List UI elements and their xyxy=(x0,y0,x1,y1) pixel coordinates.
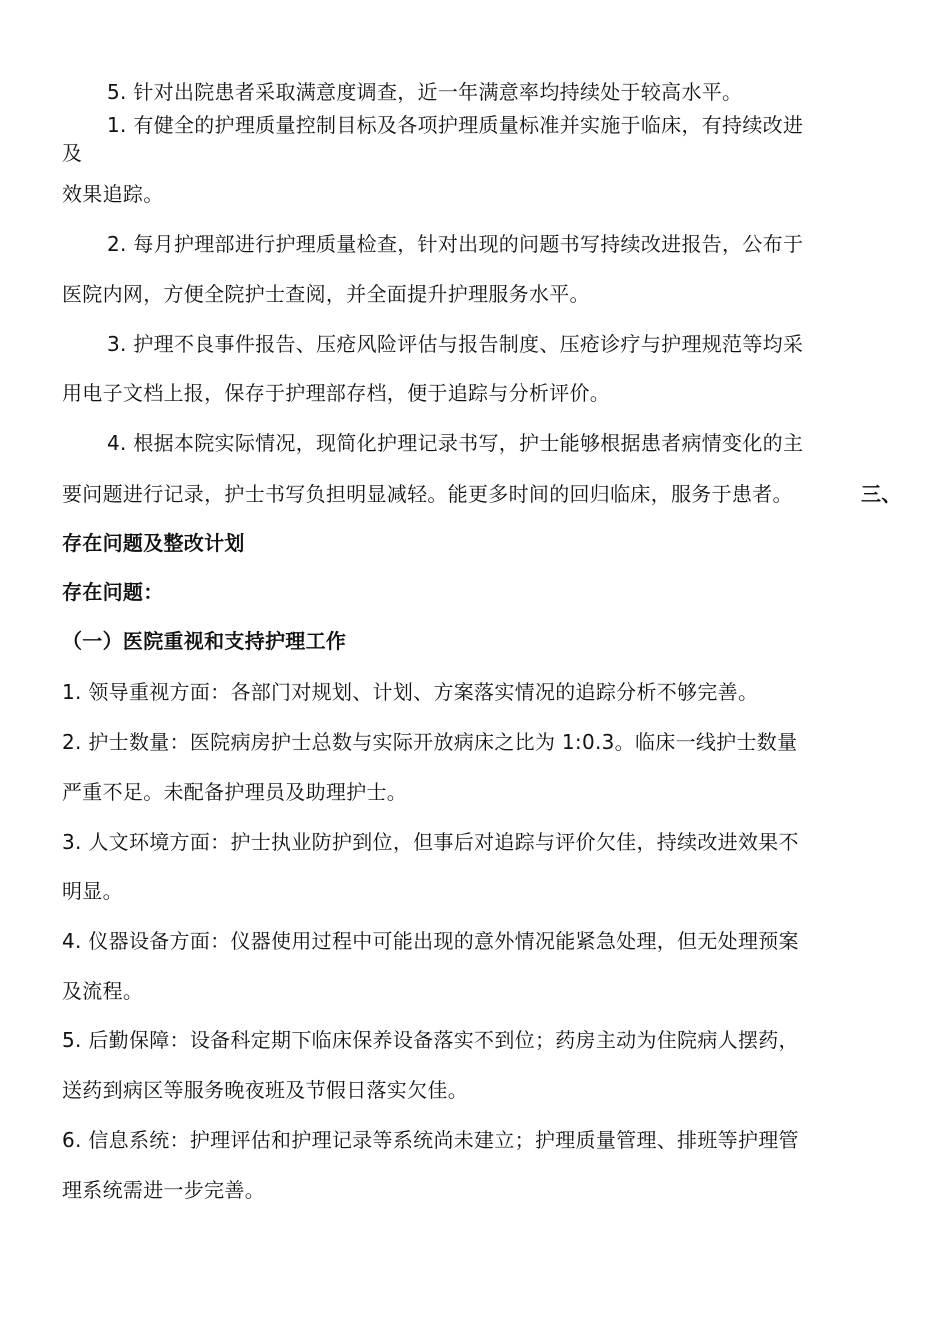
list-item-line: 严重不足。未配备护理员及助理护士。 xyxy=(62,780,408,804)
section-heading-number: 三、 xyxy=(861,482,902,506)
list-item-line: 2. 护士数量：医院病房护士总数与实际开放病床之比为 1:0.3。临床一线护士数量 xyxy=(62,730,798,754)
section-heading: 存在问题及整改计划 xyxy=(62,531,245,555)
paragraph-line: 用电子文档上报，保存于护理部存档，便于追踪与分析评价。 xyxy=(62,381,611,405)
paragraph-line: 效果追踪。 xyxy=(62,182,164,206)
paragraph-line: 要问题进行记录，护士书写负担明显减轻。能更多时间的回归临床，服务于患者。 xyxy=(62,482,793,506)
list-item-line: 4. 仪器设备方面：仪器使用过程中可能出现的意外情况能紧急处理，但无处理预案 xyxy=(62,929,799,953)
list-item-line: 及流程。 xyxy=(62,979,144,1003)
paragraph-line: 及 xyxy=(62,141,83,165)
paragraph-line: 1. 有健全的护理质量控制目标及各项护理质量标准并实施于临床，有持续改进 xyxy=(107,113,804,137)
list-item-line: 5. 后勤保障：设备科定期下临床保养设备落实不到位；药房主动为住院病人摆药， xyxy=(62,1028,799,1052)
list-item-line: 明显。 xyxy=(62,879,123,903)
list-item-line: 1. 领导重视方面：各部门对规划、计划、方案落实情况的追踪分析不够完善。 xyxy=(62,680,759,704)
paragraph-line: 医院内网，方便全院护士查阅，并全面提升护理服务水平。 xyxy=(62,282,590,306)
paragraph-line: 4. 根据本院实际情况，现简化护理记录书写，护士能够根据患者病情变化的主 xyxy=(107,431,804,455)
list-item-line: 送药到病区等服务晚夜班及节假日落实欠佳。 xyxy=(62,1078,468,1102)
list-item-line: 6. 信息系统：护理评估和护理记录等系统尚未建立；护理质量管理、排班等护理管 xyxy=(62,1128,799,1152)
list-item-line: 3. 人文环境方面：护士执业防护到位，但事后对追踪与评价欠佳，持续改进效果不 xyxy=(62,830,799,854)
paragraph-line: 3. 护理不良事件报告、压疮风险评估与报告制度、压疮诊疗与护理规范等均采 xyxy=(107,332,804,356)
paragraph-line: 5. 针对出院患者采取满意度调查，近一年满意率均持续处于较高水平。 xyxy=(107,80,743,104)
paragraph-line: 2. 每月护理部进行护理质量检查，针对出现的问题书写持续改进报告，公布于 xyxy=(107,232,804,256)
list-item-line: 理系统需进一步完善。 xyxy=(62,1178,265,1202)
subsection-heading: 存在问题： xyxy=(62,580,164,604)
subsection-heading: （一）医院重视和支持护理工作 xyxy=(62,629,347,653)
